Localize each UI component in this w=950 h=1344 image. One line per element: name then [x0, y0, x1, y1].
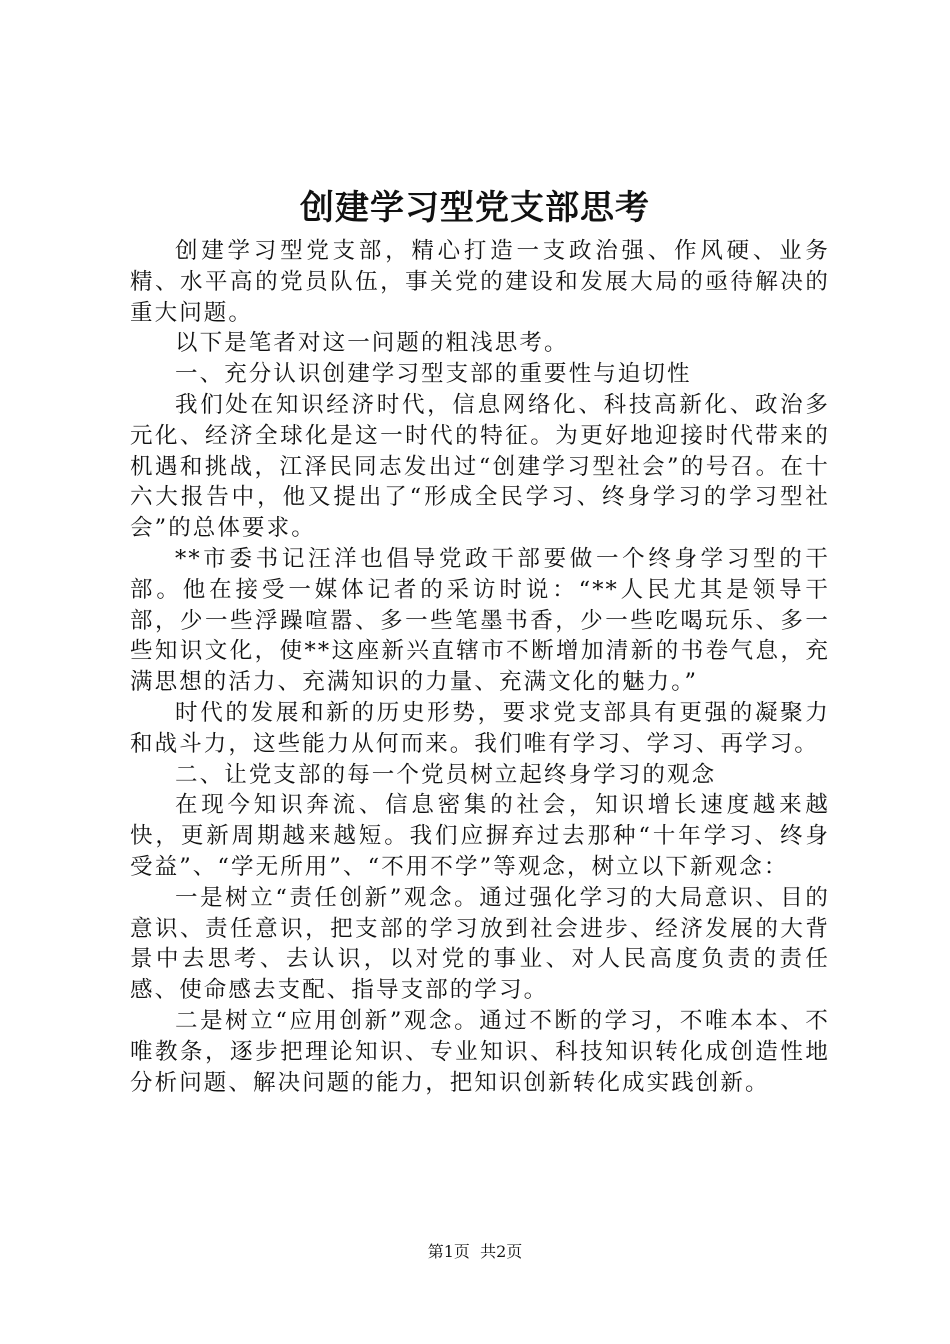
paragraph-development: 时代的发展和新的历史形势，要求党支部具有更强的凝聚力和战斗力，这些能力从何而来。我们唯有学习、学习、再学习。: [130, 699, 830, 757]
paragraph-intro: 创建学习型党支部，精心打造一支政治强、作风硬、业务精、水平高的党员队伍，事关党的建设和发展大局的亟待解决的重大问题。: [130, 238, 830, 326]
page-footer: [0, 1242, 950, 1262]
paragraph-era: 我们处在知识经济时代，信息网络化、科技高新化、政治多元化、经济全球化是这一时代的特征。为更好地迎接时代带来的机遇和挑战，江泽民同志发出过“创建学习型社会”的号召。在十六大报告中，他又提出了“形成全民学习、终身学习的学习型社会”的总体要求。: [130, 391, 830, 542]
page-total: 共2页: [480, 1242, 523, 1261]
section-heading-1: 一、充分认识创建学习型支部的重要性与迫切性: [175, 361, 692, 388]
document-title: 创建学习型党支部思考: [300, 188, 650, 228]
page-number: 第1页: [427, 1242, 470, 1261]
paragraph-quote: **市委书记汪洋也倡导党政干部要做一个终身学习型的干部。他在接受一媒体记者的采访时说：“**人民尤其是领导干部，少一些浮躁喧嚣、多一些笔墨书香，少一些吃喝玩乐、多一些知识文化，使**这座新兴直辖市不断增加清新的书卷气息，充满思想的活力、充满知识的力量、充满文化的魅力。”: [130, 545, 830, 696]
paragraph-application: 二是树立“应用创新”观念。通过不断的学习，不唯本本、不唯教条，逐步把理论知识、专业知识、科技知识转化成创造性地分析问题、解决问题的能力，把知识创新转化成实践创新。: [130, 1007, 830, 1096]
paragraph-lead: 以下是笔者对这一问题的粗浅思考。: [175, 330, 569, 357]
document-body: [130, 236, 830, 1098]
paragraph-responsibility: 一是树立“责任创新”观念。通过强化学习的大局意识、目的意识、责任意识，把支部的学习放到社会进步、经济发展的大背景中去思考、去认识，以对党的事业、对人民高度负责的责任感、使命感去支配、指导支部的学习。: [130, 884, 830, 1004]
section-heading-2: 二、让党支部的每一个党员树立起终身学习的观念: [175, 761, 717, 788]
footer-spacer: [470, 1242, 480, 1261]
paragraph-knowledge: 在现今知识奔流、信息密集的社会，知识增长速度越来越快，更新周期越来越短。我们应摒弃过去那种“十年学习、终身受益”、“学无所用”、“不用不学”等观念，树立以下新观念：: [130, 792, 830, 880]
